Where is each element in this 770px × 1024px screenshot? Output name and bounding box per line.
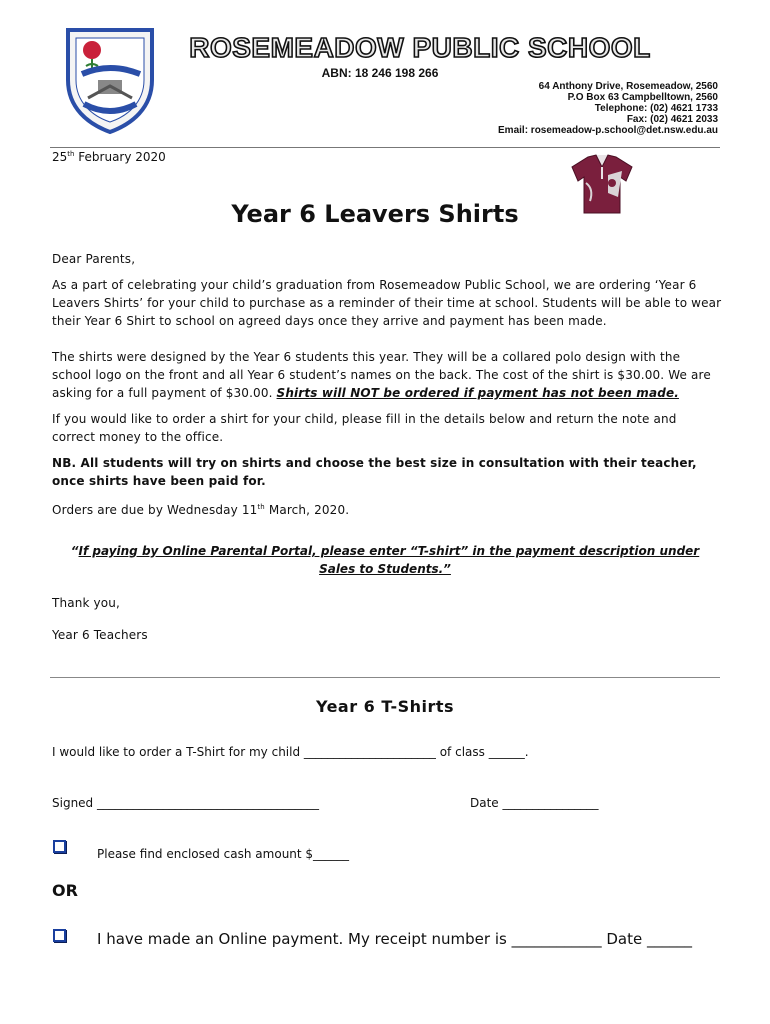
school-abn: ABN: 18 246 198 266 bbox=[321, 66, 439, 80]
school-crest-logo bbox=[62, 24, 158, 136]
school-contact-block bbox=[498, 81, 718, 136]
letter-title: Year 6 Leavers Shirts bbox=[231, 200, 519, 228]
online-receipt-line[interactable]: I have made an Online payment. My receipt number is ____________ Date ______ bbox=[97, 930, 692, 948]
address-line: 64 Anthony Drive, Rosemeadow, 2560 bbox=[538, 81, 718, 92]
form-title: Year 6 T-Shirts bbox=[315, 697, 455, 716]
signoff-line: Year 6 Teachers bbox=[52, 628, 148, 642]
online-portal-note: “If paying by Online Parental Portal, please enter “T-shirt” in the payment description under Sales to Students.” bbox=[70, 544, 700, 576]
telephone-line: Telephone: (02) 4621 1733 bbox=[594, 103, 718, 114]
paragraph-due-date: Orders are due by Wednesday 11th March, 2020. bbox=[52, 503, 350, 517]
online-payment-checkbox[interactable] bbox=[53, 929, 66, 942]
fax-line: Fax: (02) 4621 2033 bbox=[626, 114, 718, 125]
email-line: Email: rosemeadow-p.school@det.nsw.edu.au bbox=[498, 125, 718, 136]
paragraph-nb-sizing: NB. All students will try on shirts and choose the best size in consultation with their teacher, once shirts have been paid for. bbox=[52, 456, 697, 488]
letter-date: 25th February 2020 bbox=[52, 150, 166, 164]
tear-off-divider bbox=[50, 677, 720, 678]
paragraph-celebration: As a part of celebrating your child’s graduation from Rosemeadow Public School, we are ordering ‘Year 6 Leavers Shirts’ for your child to purchase as a reminder of their time at school. Students will be able to wear their Year 6 Shirt to school on agreed days once they arrive and payment has been made. bbox=[52, 278, 722, 328]
paragraph-design-cost: The shirts were designed by the Year 6 students this year. They will be a collared polo design with the school logo on the front and all Year 6 student’s names on the back. The cost of the shirt is $30.00. We are asking for a full payment of $30.00. Shirts will NOT be ordered if payment has not been made. bbox=[52, 350, 711, 400]
thanks-line: Thank you, bbox=[52, 596, 121, 610]
paragraph-order-instructions: If you would like to order a shirt for your child, please fill in the details below and return the note and correct money to the office. bbox=[52, 412, 677, 444]
payment-warning: Shirts will NOT be ordered if payment has not been made. bbox=[276, 386, 679, 400]
header-divider bbox=[50, 147, 720, 148]
cash-amount-line[interactable]: Please find enclosed cash amount $______ bbox=[97, 847, 350, 861]
po-box-line: P.O Box 63 Campbelltown, 2560 bbox=[567, 92, 718, 103]
letter-greeting: Dear Parents, bbox=[52, 252, 136, 266]
or-label: OR bbox=[52, 881, 78, 900]
signature-line[interactable]: Signed _____________________________________ bbox=[52, 796, 319, 810]
form-date-line[interactable]: Date ________________ bbox=[470, 796, 599, 810]
order-line[interactable]: I would like to order a T-Shirt for my child ______________________ of class ______. bbox=[52, 745, 529, 759]
cash-checkbox[interactable] bbox=[53, 840, 66, 853]
school-name: ROSEMEADOW PUBLIC SCHOOL bbox=[189, 32, 651, 63]
